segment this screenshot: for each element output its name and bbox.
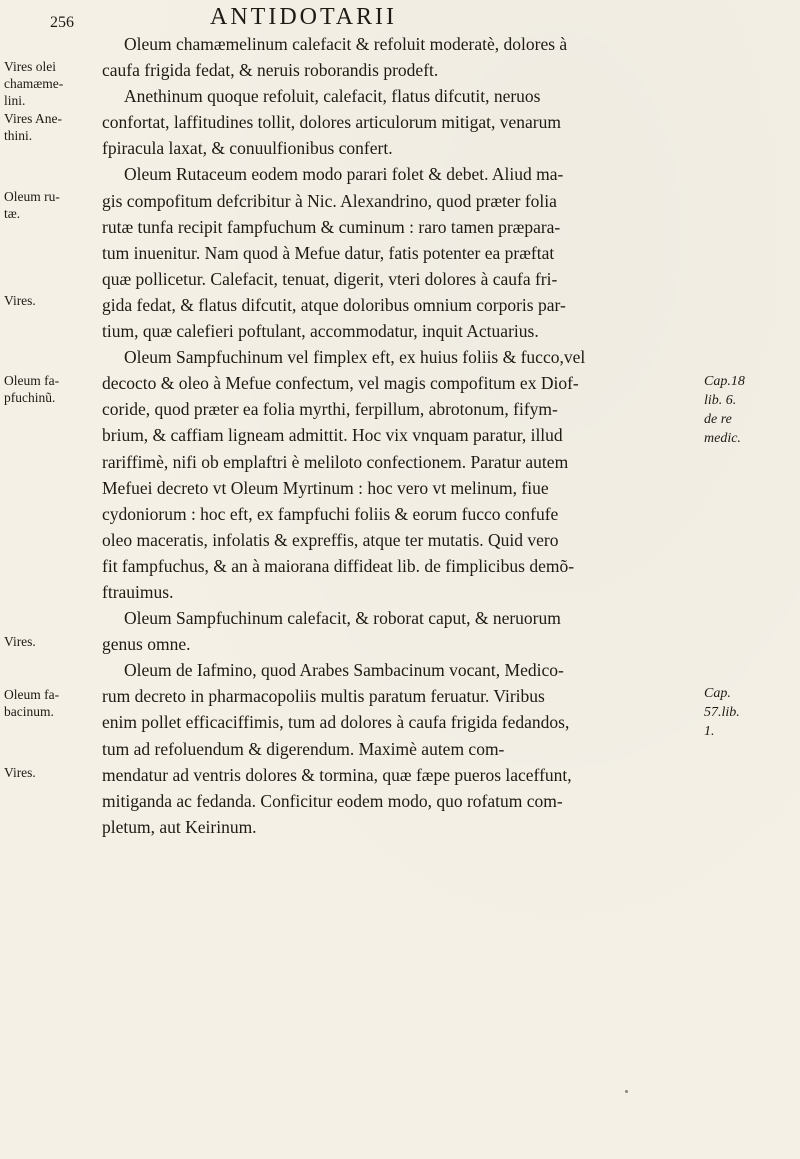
- margin-note-oleum-sambacinum: [4, 686, 102, 720]
- text-line: cydoniorum : hoc eft, ex fampfuchi foliis & eorum fucco confufe: [102, 503, 559, 524]
- running-head: ANTIDOTARII: [210, 4, 398, 30]
- margin-note-vires-olei-chamaemelini: [4, 58, 102, 109]
- margin-note-line: Vires.: [4, 634, 36, 649]
- page-number: 256: [50, 14, 74, 31]
- margin-note-oleum-rutae: [4, 188, 102, 222]
- margin-note-vires: [4, 764, 102, 781]
- text-line: Oleum Sampfuchinum vel fimplex eft, ex huius foliis & fucco,vel: [124, 347, 586, 368]
- margin-note-line: Vires.: [4, 765, 36, 780]
- text-line: quæ pollicetur. Calefacit, tenuat, digerit, vteri dolores à caufa fri-: [102, 268, 558, 289]
- margin-note-line: Cap.: [704, 686, 731, 701]
- body-text: [102, 31, 702, 840]
- text-line: enim pollet efficaciffimis, tum ad dolores à caufa frigida fedandos,: [102, 712, 570, 733]
- margin-note-line: lib. 6.: [704, 393, 737, 408]
- margin-note-line: pfuchinũ.: [4, 390, 56, 405]
- margin-note-line: de re: [704, 412, 732, 427]
- text-line: tum ad refoluendum & digerendum. Maximè autem com-: [102, 738, 505, 759]
- margin-note-line: bacinum.: [4, 704, 54, 719]
- margin-note-line: 1.: [704, 724, 715, 739]
- margin-note-line: Oleum fa-: [4, 373, 60, 388]
- text-line: brium, & caffiam ligneam admittit. Hoc vix vnquam paratur, illud: [102, 425, 563, 446]
- margin-note-line: medic.: [704, 431, 741, 446]
- margin-note-line: tæ.: [4, 206, 21, 221]
- text-line: fpiracula laxat, & conuulfionibus confert.: [102, 138, 393, 159]
- text-line: rariffimè, nifi ob emplaftri è meliloto confectionem. Paratur autem: [102, 451, 569, 472]
- text-line: rum decreto in pharmacopoliis multis paratum feruatur. Viribus: [102, 686, 545, 707]
- text-line: tum inuenitur. Nam quod à Mefue datur, fatis potenter ea præftat: [102, 242, 555, 263]
- margin-note-line: Vires Ane-: [4, 111, 63, 126]
- text-line: genus omne.: [102, 634, 191, 655]
- text-line: Oleum de Iafmino, quod Arabes Sambacinum vocant, Medico-: [124, 660, 564, 681]
- margin-note-line: Oleum fa-: [4, 687, 60, 702]
- text-line: rutæ tunfa recipit fampfuchum & cuminum : raro tamen præpara-: [102, 216, 561, 237]
- margin-note-line: 57.lib.: [704, 705, 740, 720]
- margin-note-line: Vires.: [4, 293, 36, 308]
- text-line: tium, quæ calefieri poftulant, accommodatur, inquit Actuarius.: [102, 321, 539, 342]
- text-line: gida fedat, & flatus difcutit, atque doloribus omnium corporis par-: [102, 294, 566, 315]
- margin-note-reference: [704, 372, 796, 448]
- margin-note-line: Cap.18: [704, 374, 745, 389]
- text-line: oleo maceratis, infolatis & expreffis, atque ter mutatis. Quid vero: [102, 529, 559, 550]
- text-line: gis compofitum defcribitur à Nic. Alexandrino, quod præter folia: [102, 190, 557, 211]
- margin-note-vires: [4, 633, 102, 650]
- margin-note-line: Oleum ru-: [4, 189, 60, 204]
- text-line: Oleum chamæmelinum calefacit & refoluit moderatè, dolores à: [124, 34, 568, 54]
- text-line: Oleum Sampfuchinum calefacit, & roborat caput, & neruorum: [124, 608, 561, 629]
- text-line: confortat, laffitudines tollit, dolores articulorum mitigat, venarum: [102, 112, 561, 133]
- text-line: mendatur ad ventris dolores & tormina, quæ fæpe pueros laceffunt,: [102, 764, 572, 785]
- margin-note-line: chamæme-: [4, 76, 64, 91]
- text-line: pletum, aut Keirinum.: [102, 816, 257, 837]
- text-line: fit fampfuchus, & an à maiorana diffideat lib. de fimplicibus demõ-: [102, 555, 575, 576]
- text-line: coride, quod præter ea folia myrthi, ferpillum, abrotonum, fifym-: [102, 399, 558, 420]
- text-line: ftrauimus.: [102, 581, 174, 602]
- text-line: mitiganda ac fedanda. Conficitur eodem modo, quo rofatum com-: [102, 790, 563, 811]
- margin-note-vires: [4, 292, 102, 309]
- text-line: Oleum Rutaceum eodem modo parari folet & debet. Aliud ma-: [124, 164, 564, 185]
- margin-note-line: lini.: [4, 93, 26, 108]
- margin-note-line: Vires olei: [4, 59, 57, 74]
- text-line: Anethinum quoque refoluit, calefacit, flatus difcutit, neruos: [124, 86, 541, 107]
- margin-note-oleum-sampsuchinum: [4, 372, 102, 406]
- text-line: Mefuei decreto vt Oleum Myrtinum : hoc vero vt melinum, fiue: [102, 477, 549, 498]
- margin-note-vires-anethini: [4, 110, 102, 144]
- ink-speck: [625, 1090, 628, 1093]
- text-line: caufa frigida fedat, & neruis roborandis prodeft.: [102, 60, 439, 81]
- margin-note-reference: [704, 684, 796, 741]
- margin-note-line: thini.: [4, 128, 33, 143]
- text-line: decocto & oleo à Mefue confectum, vel magis compofitum ex Diof-: [102, 373, 579, 394]
